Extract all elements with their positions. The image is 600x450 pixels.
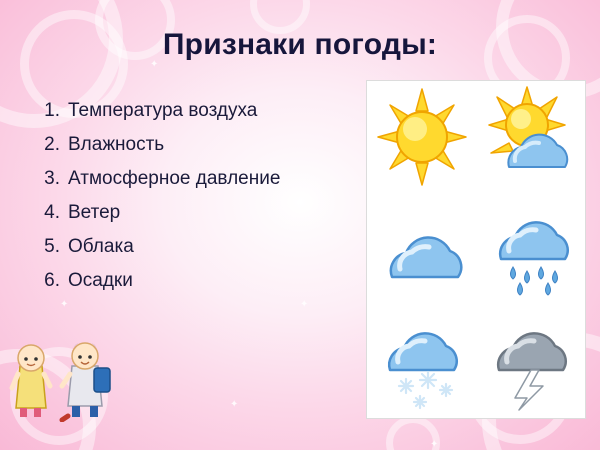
sparkle-icon: ✦ <box>60 299 69 310</box>
list-item <box>32 270 392 292</box>
sparkle-icon: ✦ <box>300 299 309 310</box>
list-item-number: 5. <box>44 236 60 257</box>
list-item-label: Температура воздуха <box>68 100 258 121</box>
weather-icons-panel <box>366 80 586 419</box>
list-item-number: 2. <box>44 134 60 155</box>
page-title: Признаки погоды: <box>162 28 438 61</box>
list-item-label: Влажность <box>68 134 165 155</box>
list-item <box>32 202 392 224</box>
list-item-label: Осадки <box>68 270 133 291</box>
weather-icon-cell <box>367 193 476 305</box>
sun-behind-cloud-icon <box>479 81 583 189</box>
rain-cloud-icon <box>479 193 583 301</box>
weather-icon-cell <box>367 81 476 193</box>
sparkle-icon: ✦ <box>430 439 439 450</box>
kids-clipart <box>6 332 136 422</box>
list-item-label: Ветер <box>68 202 121 223</box>
list-item <box>32 236 392 258</box>
list-item-number: 3. <box>44 168 60 189</box>
snow-cloud-icon <box>370 306 474 414</box>
weather-signs-list <box>32 100 392 304</box>
list-item-number: 1. <box>44 100 60 121</box>
list-item <box>32 100 392 122</box>
sparkle-icon: ✦ <box>150 59 159 70</box>
list-item <box>32 134 392 156</box>
weather-icon-cell <box>476 193 585 305</box>
list-item-number: 6. <box>44 270 60 291</box>
weather-icon-cell <box>476 81 585 193</box>
list-item-label: Облака <box>68 236 134 257</box>
thunderstorm-cloud-icon <box>479 306 583 414</box>
list-item-label: Атмосферное давление <box>68 168 281 189</box>
cloud-icon <box>370 193 474 301</box>
weather-icon-cell <box>476 306 585 418</box>
sun-icon <box>372 81 472 189</box>
sparkle-icon: ✦ <box>230 399 239 410</box>
list-item <box>32 168 392 190</box>
list-item-number: 4. <box>44 202 60 223</box>
weather-icon-cell <box>367 306 476 418</box>
